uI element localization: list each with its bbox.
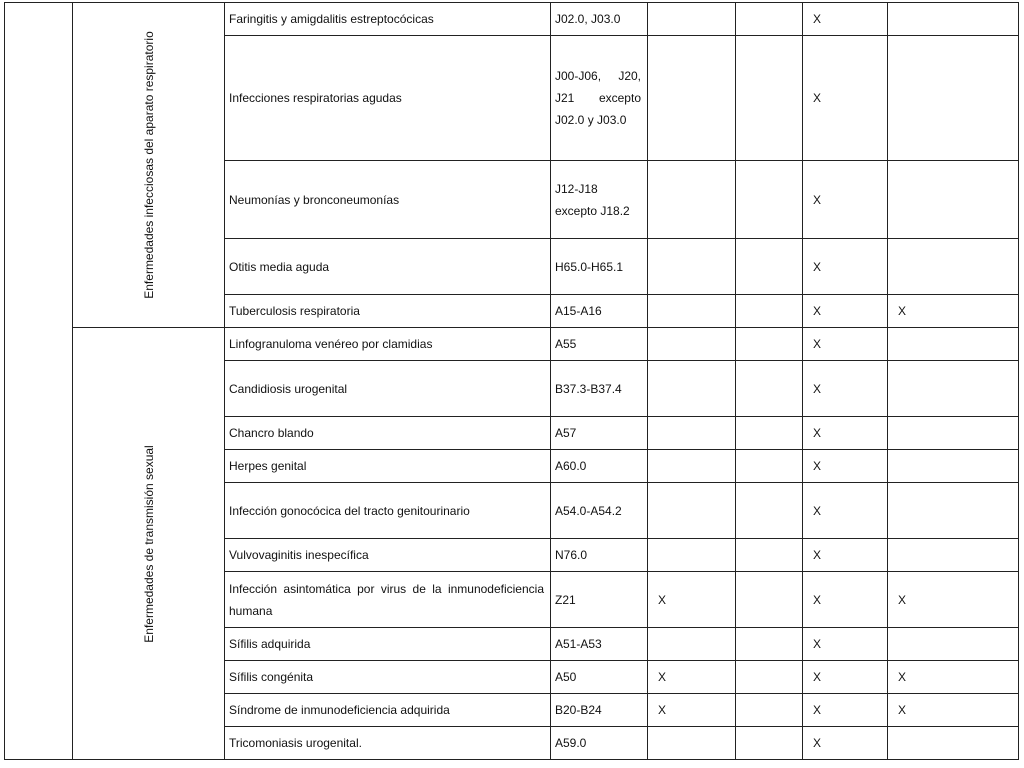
mark-col-2 bbox=[736, 450, 803, 483]
icd-code: A54.0-A54.2 bbox=[551, 483, 648, 539]
mark-col-2 bbox=[736, 417, 803, 450]
mark-col-4 bbox=[888, 239, 1019, 295]
mark-col-4: X bbox=[888, 572, 1019, 628]
mark-col-3: X bbox=[803, 3, 888, 36]
mark-col-1 bbox=[648, 539, 736, 572]
mark-col-1 bbox=[648, 239, 736, 295]
table-row bbox=[5, 328, 1019, 361]
disease-name: Neumonías y bronconeumonías bbox=[225, 161, 551, 239]
mark-col-4 bbox=[888, 3, 1019, 36]
mark-col-2 bbox=[736, 572, 803, 628]
mark-col-4: X bbox=[888, 694, 1019, 727]
disease-name: Sífilis congénita bbox=[225, 661, 551, 694]
mark-col-4: X bbox=[888, 295, 1019, 328]
mark-col-3: X bbox=[803, 295, 888, 328]
disease-table bbox=[4, 2, 1019, 760]
mark-col-4 bbox=[888, 328, 1019, 361]
mark-col-3: X bbox=[803, 572, 888, 628]
icd-code: J00-J06, J20, J21 excepto J02.0 y J03.0 bbox=[551, 36, 648, 161]
icd-code: A55 bbox=[551, 328, 648, 361]
icd-code: J02.0, J03.0 bbox=[551, 3, 648, 36]
mark-col-1 bbox=[648, 727, 736, 760]
mark-col-4 bbox=[888, 628, 1019, 661]
mark-col-2 bbox=[736, 628, 803, 661]
mark-col-3: X bbox=[803, 328, 888, 361]
mark-col-1 bbox=[648, 450, 736, 483]
mark-col-4 bbox=[888, 161, 1019, 239]
mark-col-4: X bbox=[888, 661, 1019, 694]
icd-code: B37.3-B37.4 bbox=[551, 361, 648, 417]
mark-col-3: X bbox=[803, 361, 888, 417]
icd-code: A51-A53 bbox=[551, 628, 648, 661]
group-label: Enfermedades infecciosas del aparato respiratorio bbox=[141, 31, 156, 299]
mark-col-4 bbox=[888, 450, 1019, 483]
mark-col-3: X bbox=[803, 239, 888, 295]
disease-name: Faringitis y amigdalitis estreptocócicas bbox=[225, 3, 551, 36]
disease-name: Linfogranuloma venéreo por clamidias bbox=[225, 328, 551, 361]
disease-name: Síndrome de inmunodeficiencia adquirida bbox=[225, 694, 551, 727]
icd-code: H65.0-H65.1 bbox=[551, 239, 648, 295]
icd-code: A15-A16 bbox=[551, 295, 648, 328]
disease-name: Herpes genital bbox=[225, 450, 551, 483]
mark-col-2 bbox=[736, 36, 803, 161]
table-row bbox=[5, 3, 1019, 36]
disease-name: Candidiosis urogenital bbox=[225, 361, 551, 417]
icd-code: Z21 bbox=[551, 572, 648, 628]
icd-code: A50 bbox=[551, 661, 648, 694]
mark-col-4 bbox=[888, 361, 1019, 417]
mark-col-2 bbox=[736, 239, 803, 295]
mark-col-1: X bbox=[648, 572, 736, 628]
mark-col-4 bbox=[888, 417, 1019, 450]
mark-col-1 bbox=[648, 483, 736, 539]
mark-col-1: X bbox=[648, 694, 736, 727]
disease-name: Otitis media aguda bbox=[225, 239, 551, 295]
disease-name: Infección gonocócica del tracto genitourinario bbox=[225, 483, 551, 539]
mark-col-4 bbox=[888, 36, 1019, 161]
mark-col-3: X bbox=[803, 727, 888, 760]
mark-col-1 bbox=[648, 3, 736, 36]
mark-col-4 bbox=[888, 483, 1019, 539]
mark-col-1: X bbox=[648, 661, 736, 694]
mark-col-2 bbox=[736, 661, 803, 694]
mark-col-3: X bbox=[803, 694, 888, 727]
mark-col-2 bbox=[736, 161, 803, 239]
mark-col-1 bbox=[648, 295, 736, 328]
mark-col-1 bbox=[648, 417, 736, 450]
disease-name: Infección asintomática por virus de la inmunodeficiencia humana bbox=[225, 572, 551, 628]
mark-col-3: X bbox=[803, 450, 888, 483]
mark-col-1 bbox=[648, 628, 736, 661]
disease-name: Tuberculosis respiratoria bbox=[225, 295, 551, 328]
disease-name: Tricomoniasis urogenital. bbox=[225, 727, 551, 760]
mark-col-2 bbox=[736, 328, 803, 361]
mark-col-1 bbox=[648, 36, 736, 161]
icd-code: A59.0 bbox=[551, 727, 648, 760]
group-cell-respiratory bbox=[73, 3, 225, 328]
mark-col-2 bbox=[736, 3, 803, 36]
icd-code: A60.0 bbox=[551, 450, 648, 483]
mark-col-3: X bbox=[803, 483, 888, 539]
mark-col-3: X bbox=[803, 36, 888, 161]
mark-col-1 bbox=[648, 361, 736, 417]
icd-code: N76.0 bbox=[551, 539, 648, 572]
group-label: Enfermedades de transmisión sexual bbox=[141, 444, 156, 643]
blank-margin-cell bbox=[5, 3, 73, 760]
mark-col-2 bbox=[736, 694, 803, 727]
disease-name: Infecciones respiratorias agudas bbox=[225, 36, 551, 161]
mark-col-2 bbox=[736, 361, 803, 417]
mark-col-3: X bbox=[803, 628, 888, 661]
mark-col-4 bbox=[888, 539, 1019, 572]
disease-name: Chancro blando bbox=[225, 417, 551, 450]
mark-col-3: X bbox=[803, 539, 888, 572]
mark-col-3: X bbox=[803, 161, 888, 239]
mark-col-2 bbox=[736, 295, 803, 328]
mark-col-3: X bbox=[803, 661, 888, 694]
mark-col-2 bbox=[736, 727, 803, 760]
mark-col-1 bbox=[648, 161, 736, 239]
mark-col-2 bbox=[736, 483, 803, 539]
mark-col-4 bbox=[888, 727, 1019, 760]
icd-code: J12-J18 excepto J18.2 bbox=[551, 161, 648, 239]
mark-col-3: X bbox=[803, 417, 888, 450]
disease-name: Sífilis adquirida bbox=[225, 628, 551, 661]
icd-code: A57 bbox=[551, 417, 648, 450]
icd-code: B20-B24 bbox=[551, 694, 648, 727]
mark-col-2 bbox=[736, 539, 803, 572]
disease-name: Vulvovaginitis inespecífica bbox=[225, 539, 551, 572]
group-cell-std bbox=[73, 328, 225, 760]
mark-col-1 bbox=[648, 328, 736, 361]
